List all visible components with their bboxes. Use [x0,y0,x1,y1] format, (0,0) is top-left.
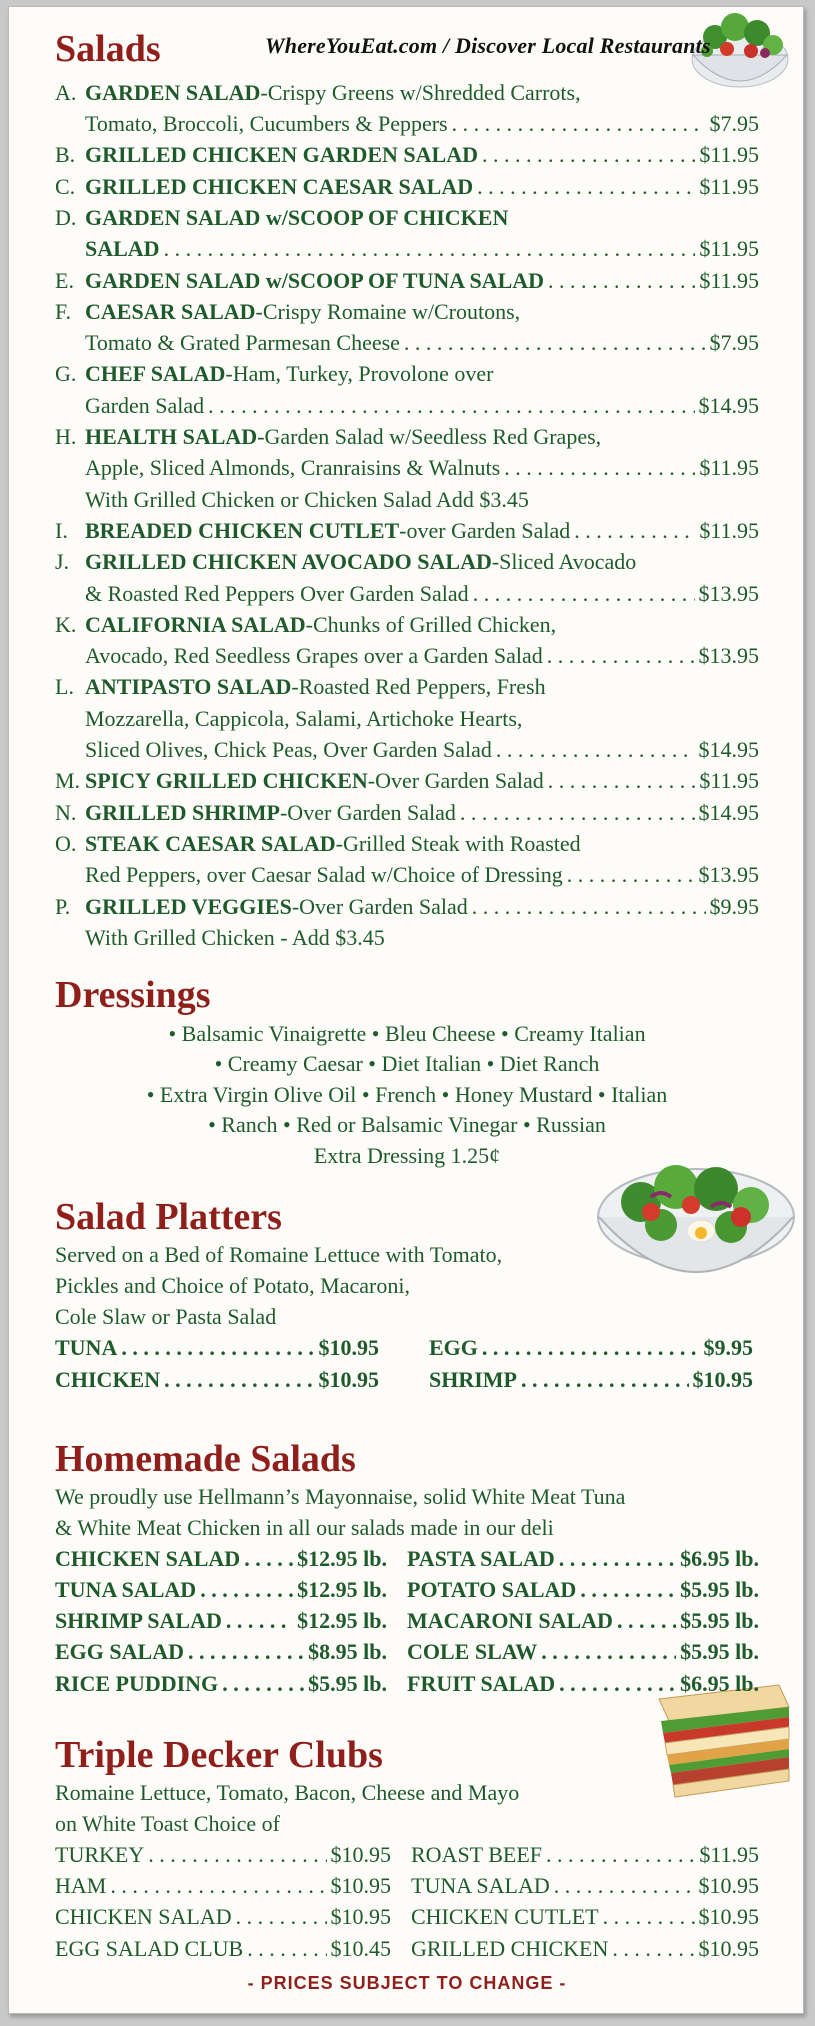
platters-desc [55,1239,767,1332]
salad-item: F. CAESAR SALAD-Crispy Romaine w/Croutons, [55,298,521,324]
homemade-desc [55,1481,767,1543]
platter-item: CHICKEN . . . $10.95 [55,1364,379,1395]
salads-heading: Salads [55,28,161,70]
dressing-line: • Balsamic Vinaigrette • Bleu Cheese • Creamy Italian [168,1020,646,1046]
platters-desc-line: Served on a Bed of Romaine Lettuce with Tomato, [55,1242,503,1268]
club-item: TUNA SALAD . . . $10.95 [411,1870,759,1901]
platters-heading: Salad Platters [55,1196,282,1239]
club-item: GRILLED CHICKEN . . . $10.95 [411,1933,759,1964]
dressing-line: • Extra Virgin Olive Oil • French • Honey Mustard • Italian [146,1081,668,1107]
clubs-desc-line: on White Toast Choice of [55,1810,280,1836]
dressing-line: • Creamy Caesar • Diet Italian • Diet Ranch [214,1051,600,1077]
clubs-desc [55,1777,767,1839]
club-item: CHICKEN SALAD . . . $10.95 [55,1901,391,1932]
platter-item: TUNA . . . $10.95 [55,1332,379,1363]
dressings-heading: Dressings [55,974,211,1017]
salad-item-cont: Mozzarella, Cappicola, Salami, Artichoke Hearts, [85,705,523,731]
prices-subject-to-change-note: - PRICES SUBJECT TO CHANGE - [247,1973,567,1993]
dressings-list [55,1019,759,1172]
extra-dressing-note: Extra Dressing 1.25¢ [313,1142,501,1168]
salad-item: O. STEAK CAESAR SALAD-Grilled Steak with Roasted [55,830,581,856]
salad-item: C. GRILLED CHICKEN CAESAR SALAD . . . $11.95 [55,171,759,202]
salad-item: N. GRILLED SHRIMP -Over Garden Salad . . . $14.95 [55,797,759,828]
menu-content [55,29,767,1964]
dressing-line: • Ranch • Red or Balsamic Vinegar • Russian [208,1112,606,1138]
salad-item-cont: SALAD . . . $11.95 [55,233,759,264]
platters-desc-line: Pickles and Choice of Potato, Macaroni, [55,1273,410,1299]
clubs-heading: Triple Decker Clubs [55,1734,383,1777]
salad-item: J. GRILLED CHICKEN AVOCADO SALAD-Sliced Avocado [55,549,637,575]
salad-item: P. GRILLED VEGGIES -Over Garden Salad . . . $9.95 [55,891,759,922]
salad-item: E. GARDEN SALAD w/SCOOP OF TUNA SALAD . . . $11.95 [55,265,759,296]
salad-item-cont: Tomato, Broccoli, Cucumbers & Peppers . . . $7.95 [55,108,759,139]
homemade-desc-line: & White Meat Chicken in all our salads made in our deli [55,1514,554,1540]
platters-desc-line: Cole Slaw or Pasta Salad [55,1304,277,1330]
salad-item-extra: With Grilled Chicken - Add $3.45 [85,924,385,950]
homemade-item: FRUIT SALAD . . . $6.95 lb. [407,1668,759,1699]
clubs-desc-line: Romaine Lettuce, Tomato, Bacon, Cheese and Mayo [55,1779,520,1805]
salad-item: L. ANTIPASTO SALAD-Roasted Red Peppers, Fresh [55,674,546,700]
site-watermark: WhereYouEat.com / Discover Local Restaurants [265,33,711,58]
club-item: TURKEY . . . $10.95 [55,1839,391,1870]
salad-item-cont: & Roasted Red Peppers Over Garden Salad . . . $13.95 [55,578,759,609]
homemade-item: PASTA SALAD . . . $6.95 lb. [407,1543,759,1574]
salad-item: B. GRILLED CHICKEN GARDEN SALAD . . . $11.95 [55,139,759,170]
salad-item: K. CALIFORNIA SALAD-Chunks of Grilled Chicken, [55,611,557,637]
homemade-item: EGG SALAD . . . $8.95 lb. [55,1636,387,1667]
platters-grid [55,1332,759,1395]
homemade-item: CHICKEN SALAD . . . $12.95 lb. [55,1543,387,1574]
homemade-item: COLE SLAW . . . $5.95 lb. [407,1636,759,1667]
homemade-heading: Homemade Salads [55,1437,356,1480]
salad-item: A. GARDEN SALAD-Crispy Greens w/Shredded Carrots, [55,79,581,105]
salad-item: I. BREADED CHICKEN CUTLET -over Garden Salad . . . $11.95 [55,515,759,546]
salad-item-cont: Apple, Sliced Almonds, Cranraisins & Walnuts . . . $11.95 [55,452,759,483]
salad-item: H. HEALTH SALAD-Garden Salad w/Seedless Red Grapes, [55,424,602,450]
homemade-item: TUNA SALAD . . . $12.95 lb. [55,1574,387,1605]
homemade-item: POTATO SALAD . . . $5.95 lb. [407,1574,759,1605]
salad-item: D. GARDEN SALAD w/SCOOP OF CHICKEN [55,204,509,230]
salad-item-extra: With Grilled Chicken or Chicken Salad Add $3.45 [85,486,529,512]
salads-list [55,77,759,953]
club-item: HAM . . . $10.95 [55,1870,391,1901]
club-item: ROAST BEEF . . . $11.95 [411,1839,759,1870]
clubs-grid [55,1839,759,1964]
salad-item-cont: Sliced Olives, Chick Peas, Over Garden Salad . . . $14.95 [55,734,759,765]
salad-item-cont: Avocado, Red Seedless Grapes over a Garden Salad . . . $13.95 [55,640,759,671]
homemade-item: SHRIMP SALAD . . . $12.95 lb. [55,1605,387,1636]
salad-item-cont: Tomato & Grated Parmesan Cheese . . . $7.95 [55,327,759,358]
homemade-grid [55,1543,759,1699]
salad-item: M. SPICY GRILLED CHICKEN -Over Garden Salad . . . $11.95 [55,765,759,796]
platter-item: EGG . . . $9.95 [429,1332,753,1363]
menu-page [8,6,804,2014]
homemade-item: MACARONI SALAD . . . $5.95 lb. [407,1605,759,1636]
salad-item-cont: Garden Salad . . . $14.95 [55,390,759,421]
salad-item-cont: Red Peppers, over Caesar Salad w/Choice of Dressing . . . $13.95 [55,859,759,890]
platter-item: SHRIMP . . . $10.95 [429,1364,753,1395]
club-item: CHICKEN CUTLET . . . $10.95 [411,1901,759,1932]
club-item: EGG SALAD CLUB . . . $10.45 [55,1933,391,1964]
homemade-desc-line: We proudly use Hellmann’s Mayonnaise, solid White Meat Tuna [55,1483,626,1509]
salad-item: G. CHEF SALAD-Ham, Turkey, Provolone over [55,361,494,387]
homemade-item: RICE PUDDING . . . $5.95 lb. [55,1668,387,1699]
